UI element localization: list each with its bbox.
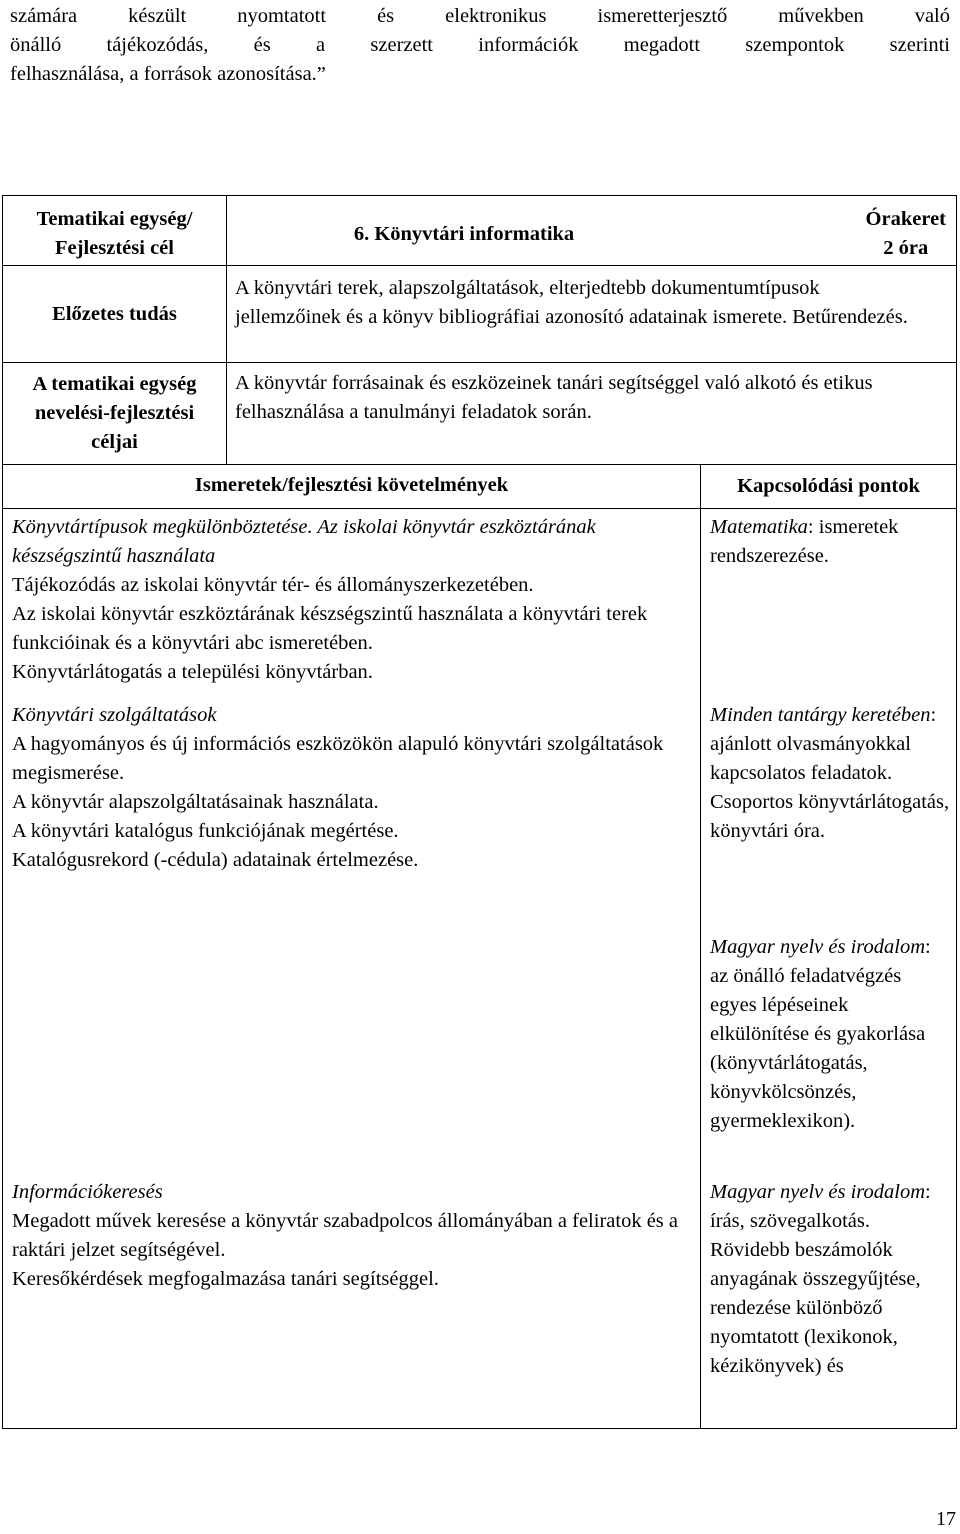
block2-line: A hagyományos és új információs eszközökön alapuló könyvtári szolgáltatások megismerése. [12, 733, 664, 784]
intro-line: felhasználása, a források azonosítása.” [10, 63, 326, 85]
table-row-content [3, 509, 957, 1429]
connections-header: Kapcsolódási pontok [737, 475, 920, 497]
goals-label-line2: nevelési-fejlesztési [34, 402, 195, 424]
conn3-text: : az önálló feladatvégzés egyes lépéseinek elkülönítése és gyakorlása (könyvtárlátogatás, könyvkölcsönzés, gyermeklexikon). [710, 936, 931, 1132]
block1-line: Tájékozódás az iskolai könyvtár tér- és állományszerkezetében. [12, 574, 534, 596]
intro-paragraph [10, 2, 950, 89]
topic-label-line2: Fejlesztési cél [55, 237, 174, 259]
requirements-header: Ismeretek/fejlesztési követelmények [194, 474, 509, 496]
block2-line: A könyvtár alapszolgáltatásainak használata. [12, 791, 379, 813]
block3-line: Megadott művek keresése a könyvtár szabadpolcos állományában a feliratok és a raktári jelzet segítségével. [12, 1210, 678, 1261]
block1-line: Az iskolai könyvtár eszköztárának készségszintű használata a könyvtári terek funkcióinak és a könyvtári abc ismeretében. [12, 603, 648, 654]
conn4-text: : írás, szövegalkotás. Rövidebb beszámolók anyagának összegyűjtése, rendezése különböző nyomtatott (lexikonok, kézikönyvek) és [710, 1181, 931, 1377]
connections-block-2 [710, 701, 950, 846]
topic-title: 6. Könyvtári informatika [353, 223, 575, 245]
block2-title: Könyvtári szolgáltatások [12, 704, 217, 726]
label-cell-goals [3, 363, 227, 465]
table-row-prior-knowledge [3, 266, 957, 363]
goals-cell [227, 363, 957, 465]
requirements-block-2 [12, 701, 692, 875]
goals-text: A könyvtár forrásainak és eszközeinek tanári segítséggel való alkotó és etikus felhasználása a tanulmányi feladatok során. [235, 372, 873, 423]
conn2-text: : ajánlott olvasmányokkal kapcsolatos feladatok. Csoportos könyvtárlátogatás, könyvtári óra. [710, 704, 950, 842]
block1-line: Könyvtárlátogatás a települési könyvtárban. [12, 661, 373, 683]
conn1-subject: Matematika [710, 516, 808, 538]
block1-title: Könyvtártípusok megkülönböztetése. Az iskolai könyvtár eszköztárának készségszintű használata [12, 516, 596, 567]
block3-title: Információkeresés [12, 1181, 163, 1203]
label-cell-topic [3, 196, 227, 266]
hours-label: Órakeret [865, 208, 946, 230]
block2-line: Katalógusrekord (-cédula) adatainak értelmezése. [12, 849, 419, 871]
connections-cell [701, 509, 957, 1429]
block2-line: A könyvtári katalógus funkciójának megértése. [12, 820, 399, 842]
requirements-header-cell [3, 465, 701, 509]
prior-knowledge-cell [227, 266, 957, 363]
connections-block-3 [710, 933, 950, 1136]
conn3-subject: Magyar nyelv és irodalom [710, 936, 926, 958]
topic-title-cell [227, 196, 957, 266]
conn4-subject: Magyar nyelv és irodalom [710, 1181, 926, 1203]
goals-label-line3: céljai [91, 431, 138, 453]
connections-header-cell [701, 465, 957, 509]
table-row-headers [3, 465, 957, 509]
label-cell-prior [3, 266, 227, 363]
prior-knowledge-label: Előzetes tudás [52, 302, 177, 325]
goals-label-line1: A tematikai egység [32, 373, 197, 395]
block3-line: Keresőkérdések megfogalmazása tanári segítséggel. [12, 1268, 439, 1290]
connections-block-1 [710, 513, 950, 571]
topic-label-line1: Tematikai egység/ [36, 208, 193, 230]
intro-line: önálló tájékozódás, és a szerzett információk megadott szempontok szerinti [10, 34, 950, 56]
connections-block-4 [710, 1178, 950, 1381]
table-row-topic [3, 196, 957, 266]
intro-line: számára készült nyomtatott és elektronikus ismeretterjesztő művekben való [10, 5, 950, 27]
prior-knowledge-text: A könyvtári terek, alapszolgáltatások, elterjedtebb dokumentumtípusok jellemzőinek és a könyv bibliográfiai azonosító adatainak ismerete. Betűrendezés. [235, 277, 908, 328]
table-row-goals [3, 363, 957, 465]
page-number: 17 [936, 1508, 956, 1530]
requirements-block-1 [12, 513, 692, 687]
requirements-cell [3, 509, 701, 1429]
conn1-text: : ismeretek rendszerezése. [710, 516, 899, 567]
requirements-block-3 [12, 1178, 697, 1294]
curriculum-table [2, 195, 957, 1429]
conn2-subject: Minden tantárgy keretében [710, 704, 931, 726]
hours-value: 2 óra [883, 237, 929, 259]
